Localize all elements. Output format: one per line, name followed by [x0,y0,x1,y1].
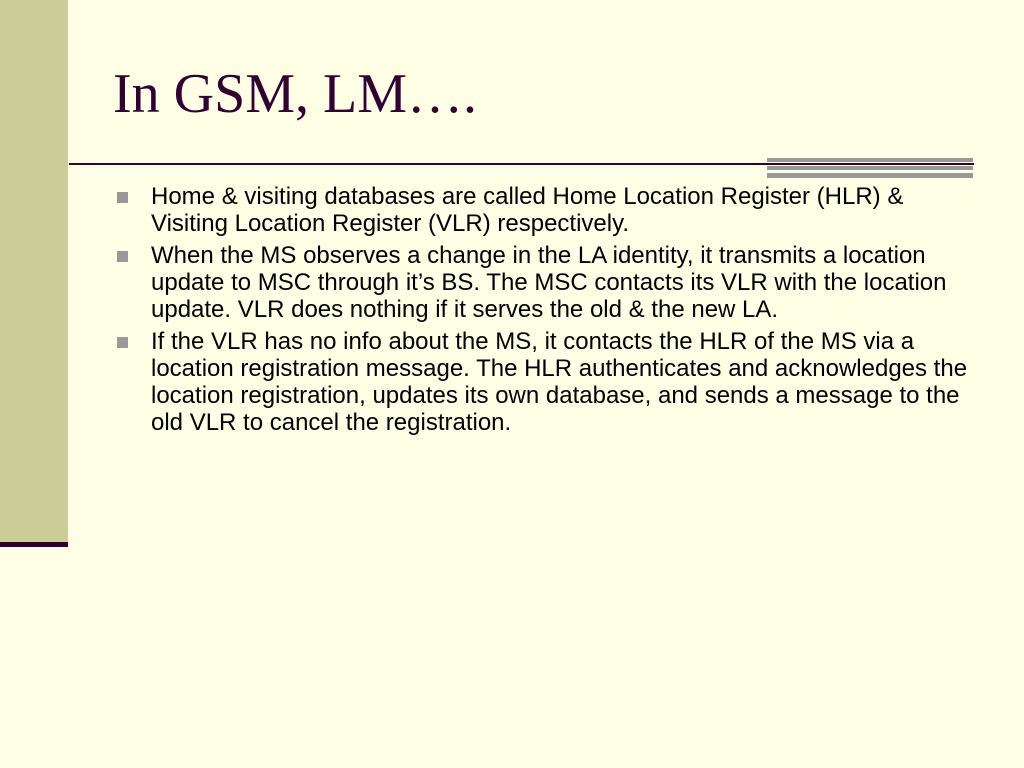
accent-stripe [767,166,973,170]
square-bullet-icon [117,337,128,348]
accent-stripe [767,158,973,162]
bullet-text: When the MS observes a change in the LA identity, it transmits a location update to MSC through it’s BS. The MSC contacts its VLR with the location update. VLR does nothing if it serves the old & the new LA. [151,242,947,323]
bullet-item [115,183,975,237]
bullet-item [115,242,975,323]
title-divider [69,163,974,165]
bullet-item [115,328,975,436]
left-decorative-band [0,0,68,547]
bullet-text: If the VLR has no info about the MS, it contacts the HLR of the MS via a location registration message. The HLR authenticates and acknowledges the location registration, updates its own database, and sends a message to the old VLR to cancel the registration. [151,328,968,436]
square-bullet-icon [117,192,128,203]
square-bullet-icon [117,251,128,262]
accent-stripe [767,173,973,178]
bullet-list [115,183,975,441]
left-band-underline [0,542,68,547]
bullet-text: Home & visiting databases are called Home Location Register (HLR) & Visiting Location Register (VLR) respectively. [151,183,904,237]
slide-title: In GSM, LM…. [113,63,478,125]
